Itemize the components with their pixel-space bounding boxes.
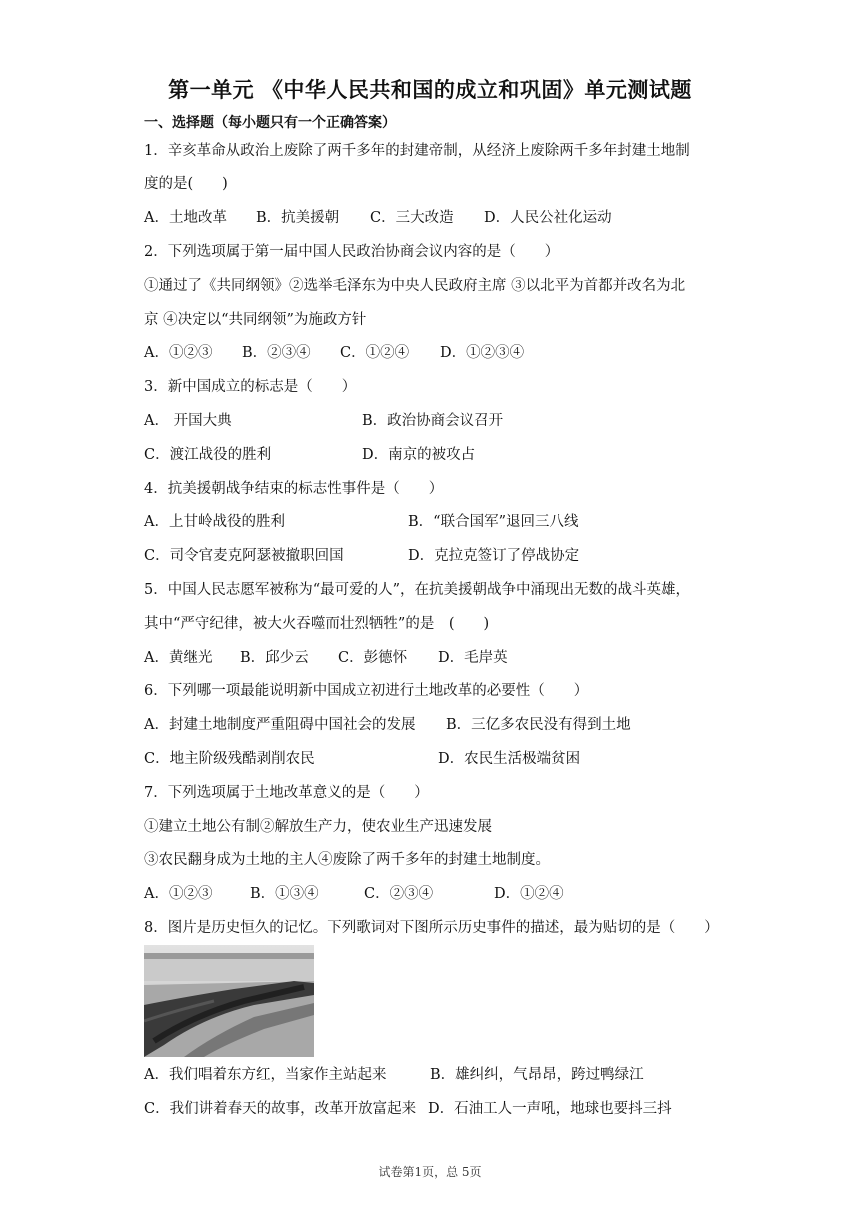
q1-option-d: D．人民公社化运动 xyxy=(484,210,612,226)
q5-option-d: D．毛岸英 xyxy=(438,650,508,666)
q3-option-c: C．渡江战役的胜利 xyxy=(144,447,272,463)
q1-option-c: C．三大改造 xyxy=(370,210,454,226)
q1-option-b: B．抗美援朝 xyxy=(256,210,340,226)
q4-option-d: D．克拉克签订了停战协定 xyxy=(408,548,580,564)
question-3-line-1: 3．新中国成立的标志是（ ） xyxy=(144,379,357,395)
q5-option-a: A．黄继光 xyxy=(144,650,213,666)
question-7-line-1: 7．下列选项属于土地改革意义的是（ ） xyxy=(144,785,429,801)
q7-option-c: C．②③④ xyxy=(364,886,434,902)
q7-option-b: B．①③④ xyxy=(250,886,319,902)
question-5-line-2: 其中“严守纪律，被大火吞噬而壮烈牺牲”的是 ( ) xyxy=(144,616,490,632)
q2-option-b: B．②③④ xyxy=(242,345,311,361)
q4-option-c: C．司令官麦克阿瑟被撤职回国 xyxy=(144,548,344,564)
question-2-line-3: 京 ④决定以“共同纲领”为施政方针 xyxy=(144,312,367,328)
question-6-line-1: 6．下列哪一项最能说明新中国成立初进行土地改革的必要性（ ） xyxy=(144,683,589,699)
q5-option-c: C．彭德怀 xyxy=(338,650,408,666)
historical-photo xyxy=(144,945,314,1057)
q2-option-d: D．①②③④ xyxy=(440,345,525,361)
q6-option-b: B．三亿多农民没有得到土地 xyxy=(446,717,631,733)
question-2-line-1: 2．下列选项属于第一届中国人民政治协商会议内容的是（ ） xyxy=(144,244,560,260)
q6-option-a: A．封建土地制度严重阻碍中国社会的发展 xyxy=(144,717,416,733)
section-heading: 一、选择题（每小题只有一个正确答案） xyxy=(144,115,396,131)
q8-option-b: B．雄纠纠，气昂昂，跨过鸭绿江 xyxy=(430,1067,644,1083)
troops-crossing-photo-icon xyxy=(144,945,314,1057)
q5-option-b: B．邱少云 xyxy=(240,650,309,666)
q8-option-a: A．我们唱着东方红，当家作主站起来 xyxy=(144,1067,387,1083)
q2-option-a: A．①②③ xyxy=(144,345,213,361)
q8-option-d: D．石油工人一声吼，地球也要抖三抖 xyxy=(428,1101,672,1117)
question-5-line-1: 5．中国人民志愿军被称为“最可爱的人”，在抗美援朝战争中涌现出无数的战斗英雄， xyxy=(144,582,691,598)
question-2-line-2: ①通过了《共同纲领》②选举毛泽东为中央人民政府主席 ③以北平为首都并改名为北 xyxy=(144,278,686,294)
q8-option-c: C．我们讲着春天的故事，改革开放富起来 xyxy=(144,1101,417,1117)
question-7-line-3: ③农民翻身成为土地的主人④废除了两千多年的封建土地制度。 xyxy=(144,852,550,868)
q4-option-a: A．上甘岭战役的胜利 xyxy=(144,514,285,530)
question-7-line-2: ①建立土地公有制②解放生产力，使农业生产迅速发展 xyxy=(144,819,492,835)
q6-option-c: C．地主阶级残酷剥削农民 xyxy=(144,751,315,767)
question-4-line-1: 4．抗美援朝战争结束的标志性事件是（ ） xyxy=(144,481,444,497)
q3-option-b: B．政治协商会议召开 xyxy=(362,413,504,429)
q3-option-d: D．南京的被攻占 xyxy=(362,447,476,463)
question-1-line-2: 度的是( ) xyxy=(144,176,228,192)
q7-option-d: D．①②④ xyxy=(494,886,564,902)
page-title: 第一单元 《中华人民共和国的成立和巩固》单元测试题 xyxy=(168,78,692,102)
q2-option-c: C．①②④ xyxy=(340,345,410,361)
q1-option-a: A．土地改革 xyxy=(144,210,227,226)
q6-option-d: D．农民生活极端贫困 xyxy=(438,751,581,767)
question-8-line-1: 8．图片是历史恒久的记忆。下列歌词对下图所示历史事件的描述，最为贴切的是（ ） xyxy=(144,920,719,936)
q3-option-a: A． 开国大典 xyxy=(144,413,232,429)
page-footer: 试卷第1页，总 5页 xyxy=(378,1165,482,1179)
question-1-line-1: 1．辛亥革命从政治上废除了两千多年的封建帝制，从经济上废除两千多年封建土地制 xyxy=(144,143,690,159)
q7-option-a: A．①②③ xyxy=(144,886,213,902)
q4-option-b: B．“联合国军”退回三八线 xyxy=(408,514,579,530)
